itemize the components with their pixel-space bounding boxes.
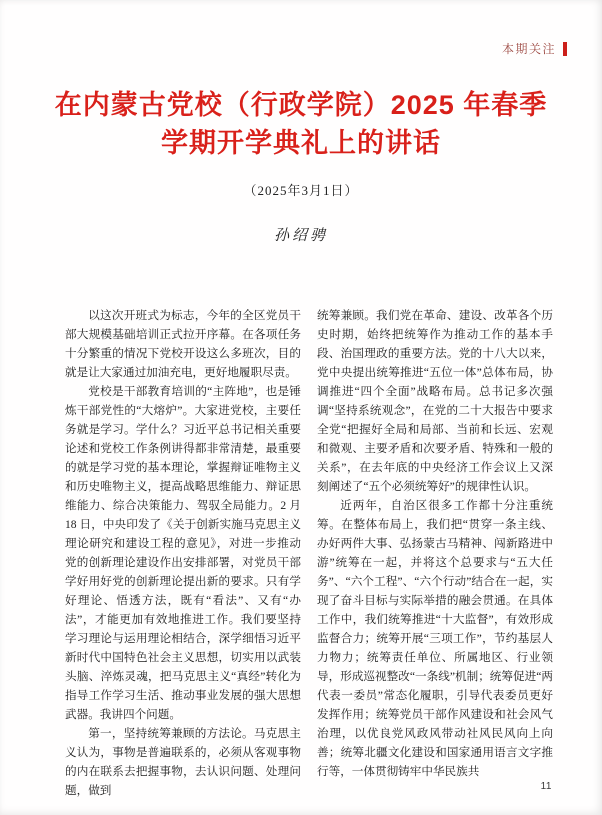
paragraph: 以这次开班式为标志，今年的全区党员干部大规模基础培训正式拉开序幕。在各项任务十分繁重的情况下党校开设这么多班次，目的就是让大家通过加油充电，更好地履职尽责。 [65,309,301,379]
paragraph: 党校是干部教育培训的“主阵地”，也是锤炼干部党性的“大熔炉”。大家进党校，主要任务就是学习。学什么？习近平总书记相关重要论述和党校工作条例讲得都非常清楚，最重要的就是学习党的基本理论，掌握辩证唯物主义和历史唯物主义，提高战略思维能力、辩证思维能力、综合决策能力、驾驭全局能力。2 月 18 日，中央印发了《关于创新实施马克思主义理论研究和建设工程的意见》，对进一步推动党的创新理论建设作出安排部署，对党员干部学好用好党的创新理论提出新的要求。只有学好理论、悟透方法，既有“看法”、又有“办法”，才能更加有效地推进工作。我们要坚持学习理论与运用理论相结合，深学细悟习近平新时代中国特色社会主义思想，切实用以武装头脑、淬炼灵魂，把马克思主义“真经”转化为指导工作学习生活、推动事业发展的强大思想武器。我讲四个问题。 [65,385,301,721]
content-columns [65,306,553,800]
paragraph: 第一，坚持统筹兼顾的方法论。马克思主义认为，事物是普遍联系的，必须从客观事物的内在联系去把握事物，去认识问题、处理问题，做到 [65,727,301,797]
title-line-2: 学期开学典礼上的讲话 [161,128,441,158]
paragraph: 统筹兼顾。我们党在革命、建设、改革各个历史时期，始终把统筹作为推动工作的基本手段、治国理政的重要方法。党的十八大以来，党中央提出统筹推进“五位一体”总体布局，协调推进“四个全面”战略布局。总书记多次强调“坚持系统观念”，在党的二十大报告中要求全党“把握好全局和局部、当前和长远、宏观和微观、主要矛盾和次要矛盾、特殊和一般的关系”，在去年底的中央经济工作会议上又深刻阐述了“五个必须统筹好”的规律性认识。 [317,309,553,493]
column-right [317,306,553,800]
article-date: （2025年3月1日） [243,183,359,198]
column-left [65,306,301,800]
title-line-1: 在内蒙古党校（行政学院）2025 年春季 [54,90,548,120]
page-number: 11 [540,781,552,792]
paragraph: 近两年，自治区很多工作都十分注重统筹。在整体布局上，我们把“贯穿一条主线、办好两件大事、弘扬蒙古马精神、闯新路进中游”统筹在一起，并将这个总要求与“五大任务”、“六个工程”、“六个行动”结合在一起，实现了奋斗目标与实际举措的融会贯通。在具体工作中，我们统筹推进“十大监督”，有效形成监督合力；统筹开展“三项工作”，节约基层人力物力；统筹责任单位、所属地区、行业领导，形成巡视整改“一条线”机制；统筹促进“两代表一委员”常态化履职，引导代表委员更好发挥作用；统筹党员干部作风建设和社会风气治理，以优良党风政风带动社风民风向上向善；统筹北疆文化建设和国家通用语言文字推行等，一体贯彻铸牢中华民族共 [317,499,553,778]
article-title [0,86,602,162]
section-label: 本期关注 [501,42,556,56]
article-author: 孙绍骋 [273,228,328,244]
page-header [502,40,567,57]
section-marker-bar [563,42,567,56]
